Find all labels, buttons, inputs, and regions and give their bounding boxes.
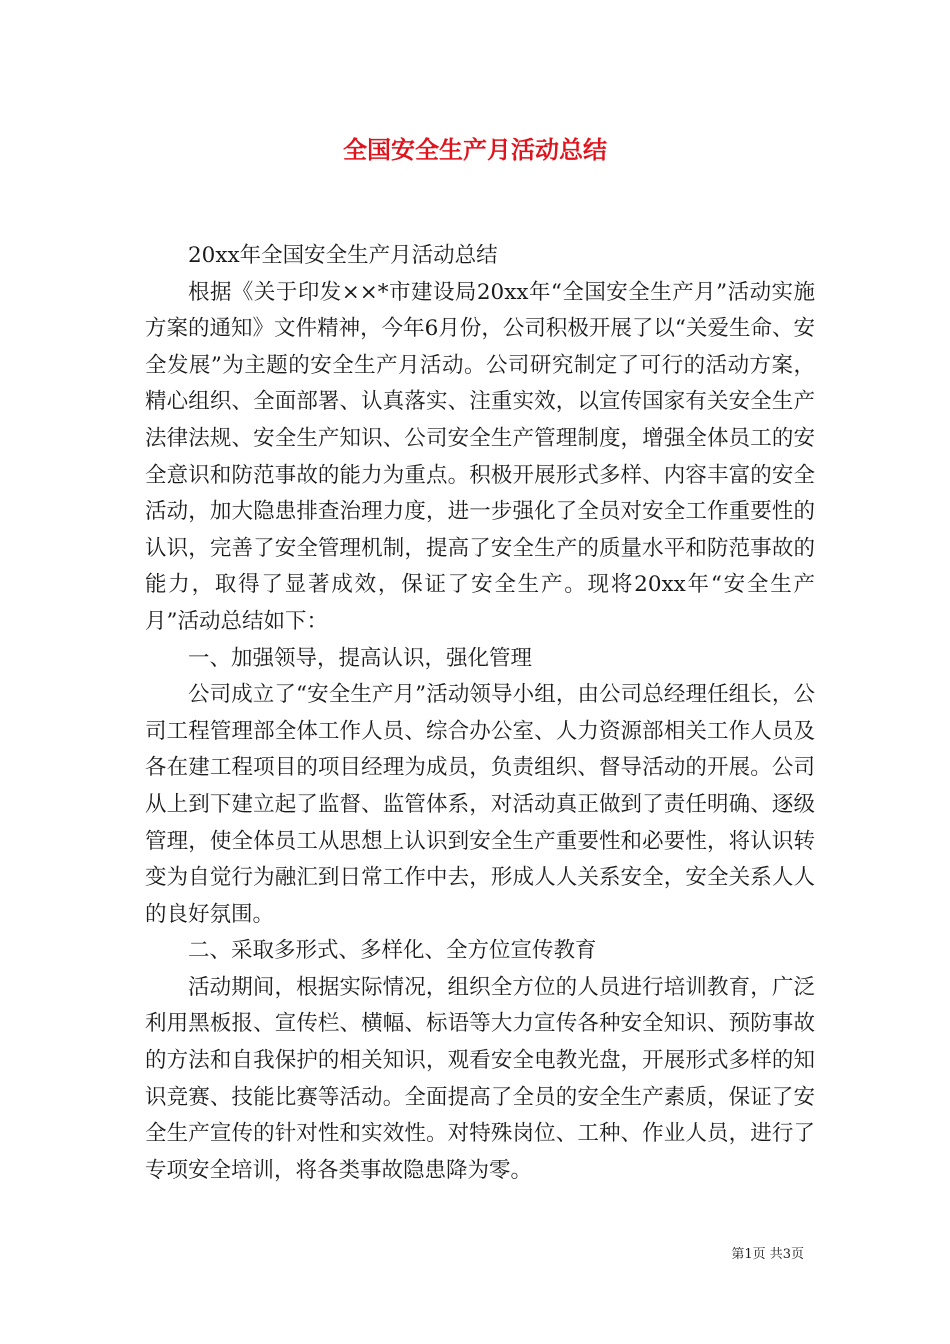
section-2-paragraph: 活动期间，根据实际情况，组织全方位的人员进行培训教育，广泛利用黑板报、宣传栏、横幅、标语等大力宣传各种安全知识、预防事故的方法和自我保护的相关知识，观看安全电教光盘，开展形式多样的知识竞赛、技能比赛等活动。全面提高了全员的安全生产素质，保证了安全生产宣传的针对性和实效性。对特殊岗位、工种、作业人员，进行了专项安全培训，将各类事故隐患降为零。 bbox=[145, 974, 815, 1183]
page-number: 第1页 共3页 bbox=[731, 1247, 804, 1262]
section-1-paragraph: 公司成立了“安全生产月”活动领导小组，由公司总经理任组长，公司工程管理部全体工作人员、综合办公室、人力资源部相关工作人员及各在建工程项目的项目经理为成员，负责组织、督导活动的开展。公司从上到下建立起了监督、监管体系，对活动真正做到了责任明确、逐级管理，使全体员工从思想上认识到安全生产重要性和必要性，将认识转变为自觉行为融汇到日常工作中去，形成人人关系安全，安全关系人人的良好氛围。 bbox=[145, 682, 815, 927]
document-subtitle: 20xx年全国安全生产月活动总结 bbox=[188, 243, 498, 268]
section-heading-1: 一、加强领导，提高认识，强化管理 bbox=[188, 645, 533, 671]
intro-paragraph: 根据《关于印发××*市建设局20xx年“全国安全生产月”活动实施方案的通知》文件精神，今年6月份，公司积极开展了以“关爱生命、安全发展”为主题的安全生产月活动。公司研究制定了可行的活动方案，精心组织、全面部署、认真落实、注重实效，以宣传国家有关安全生产法律法规、安全生产知识、公司安全生产管理制度，增强全体员工的安全意识和防范事故的能力为重点。积极开展形式多样、内容丰富的安全活动，加大隐患排查治理力度，进一步强化了全员对安全工作重要性的认识，完善了安全管理机制，提高了安全生产的质量水平和防范事故的能力，取得了显著成效，保证了安全生产。现将20xx年“安全生产月”活动总结如下： bbox=[145, 279, 815, 634]
document-body bbox=[145, 238, 815, 1189]
section-heading-2: 二、采取多形式、多样化、全方位宣传教育 bbox=[188, 938, 597, 964]
document-title: 全国安全生产月活动总结 bbox=[343, 136, 607, 164]
